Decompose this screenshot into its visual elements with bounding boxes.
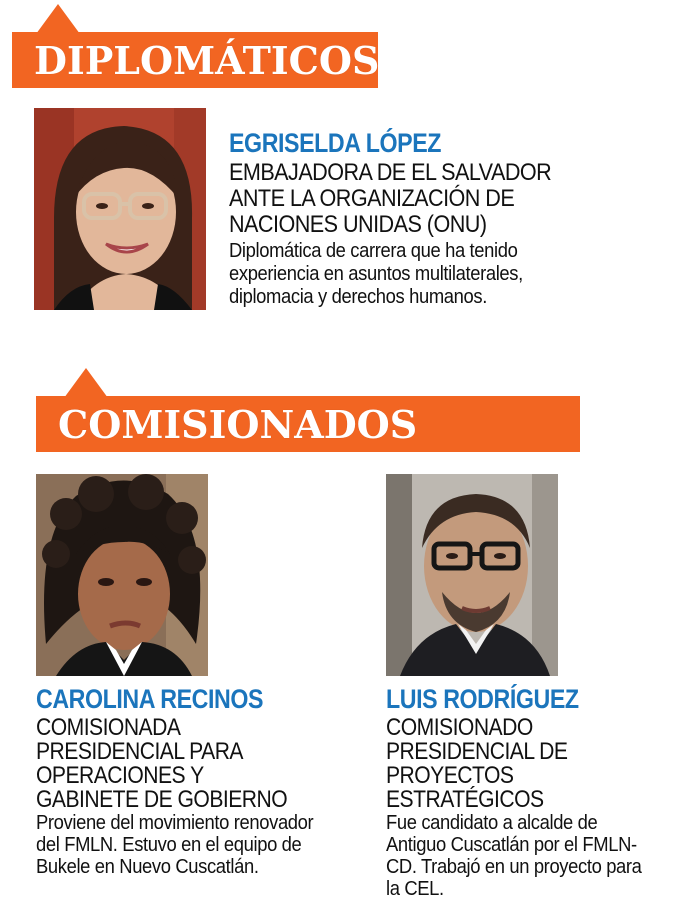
person-name-egriselda-lopez (229, 128, 476, 159)
photo-egriselda-lopez (34, 108, 206, 310)
portrait-woman-curly-hair-image (36, 474, 208, 676)
person-description-text: Fue candidato a alcalde de Antiguo Cuscatlán por el FMLN-CD. Trabajó en un proyecto para la CEL. (386, 812, 642, 900)
banner-pointer (64, 368, 108, 398)
person-description-egriselda-lopez (229, 240, 669, 309)
person-description-text: Diplomática de carrera que ha tenido experiencia en asuntos multilaterales, diplomacia y derechos humanos. (229, 240, 523, 308)
section-title-diplomaticos (12, 32, 378, 88)
person-role-text: COMISIONADO PRESIDENCIAL DE PROYECTOS ESTRATÉGICOS (386, 714, 568, 813)
person-name-luis-rodriguez (386, 684, 610, 715)
banner-pointer (36, 4, 80, 34)
person-role-carolina-recinos (36, 716, 336, 812)
section-title-comisionados (36, 396, 580, 452)
person-description-carolina-recinos (36, 812, 356, 878)
person-description-text: Proviene del movimiento renovador del FMLN. Estuvo en el equipo de Bukele en Nuevo Cuscatlán. (36, 812, 314, 878)
person-name-carolina-recinos (36, 684, 300, 715)
person-role-text: COMISIONADA PRESIDENCIAL PARA OPERACIONES Y GABINETE DE GOBIERNO (36, 714, 288, 813)
person-name-text: CAROLINA RECINOS (36, 684, 264, 714)
person-role-egriselda-lopez (229, 160, 669, 238)
section-title-text: COMISIONADOS (58, 401, 418, 447)
person-name-text: LUIS RODRÍGUEZ (386, 684, 579, 714)
photo-luis-rodriguez (386, 474, 558, 676)
person-name-text: EGRISELDA LÓPEZ (229, 128, 442, 158)
portrait-woman-glasses-image (34, 108, 206, 310)
person-role-luis-rodriguez (386, 716, 646, 812)
person-description-luis-rodriguez (386, 812, 686, 900)
portrait-man-glasses-image (386, 474, 558, 676)
photo-carolina-recinos (36, 474, 208, 676)
section-title-text: DIPLOMÁTICOS (34, 37, 380, 83)
person-role-text: EMBAJADORA DE EL SALVADOR ANTE LA ORGANIZACIÓN DE NACIONES UNIDAS (ONU) (229, 159, 552, 238)
